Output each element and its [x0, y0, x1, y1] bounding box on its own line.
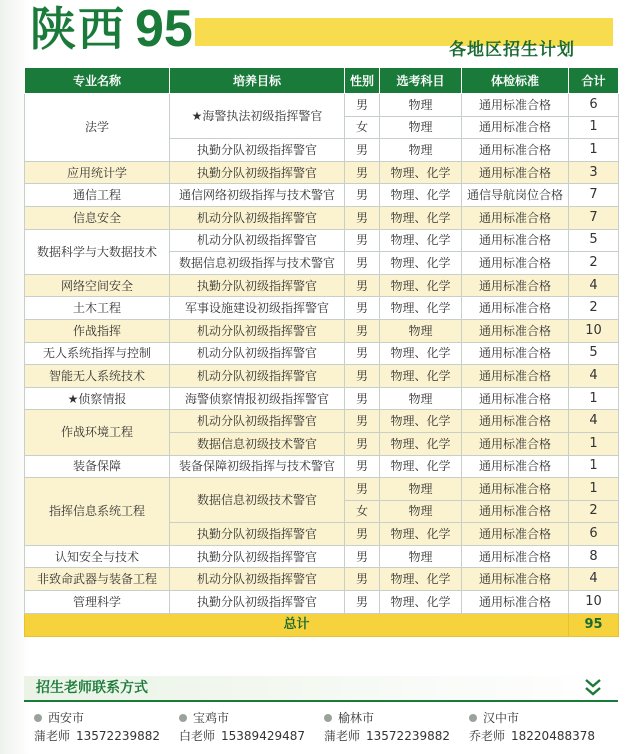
- cell-major: 智能无人系统技术: [25, 365, 170, 388]
- table-row: [25, 478, 619, 501]
- contact-person: [179, 727, 329, 745]
- cell-total: 2: [569, 252, 619, 275]
- table-row: [25, 184, 619, 207]
- cell-gender: 男: [345, 319, 380, 342]
- cell-health: 通用标准合格: [462, 478, 569, 501]
- cell-major: 通信工程: [25, 184, 170, 207]
- cell-major: 非致命武器与装备工程: [25, 568, 170, 591]
- cell-gender: 女: [345, 116, 380, 139]
- cell-major: 应用统计学: [25, 161, 170, 184]
- cell-health: 通用标准合格: [462, 274, 569, 297]
- cell-gender: 男: [345, 410, 380, 433]
- cell-total: 1: [569, 116, 619, 139]
- cell-total: 1: [569, 432, 619, 455]
- location-dot-icon: [34, 714, 42, 722]
- cell-subjects: 物理、化学: [380, 591, 462, 614]
- cell-subjects: 物理、化学: [380, 297, 462, 320]
- cell-goal: 装备保障初级指挥与技术警官: [170, 455, 345, 478]
- cell-subjects: 物理、化学: [380, 455, 462, 478]
- cell-health: 通用标准合格: [462, 342, 569, 365]
- cell-total: 2: [569, 500, 619, 523]
- cell-gender: 男: [345, 184, 380, 207]
- cell-gender: 男: [345, 545, 380, 568]
- cell-gender: 男: [345, 342, 380, 365]
- cell-subjects: 物理、化学: [380, 274, 462, 297]
- cell-major: 土木工程: [25, 297, 170, 320]
- cell-major: 作战环境工程: [25, 410, 170, 455]
- contact-person: [34, 727, 184, 745]
- contact-city: 汉中市: [483, 711, 520, 725]
- contact-teacher: 乔老师: [469, 729, 506, 743]
- cell-health: 通用标准合格: [462, 229, 569, 252]
- cell-gender: 女: [345, 500, 380, 523]
- cell-health: 通用标准合格: [462, 591, 569, 614]
- contact-item: [179, 710, 329, 745]
- cell-gender: 男: [345, 297, 380, 320]
- cell-health: 通用标准合格: [462, 252, 569, 275]
- cell-subjects: 物理、化学: [380, 252, 462, 275]
- cell-subjects: 物理: [380, 319, 462, 342]
- cell-subjects: 物理、化学: [380, 206, 462, 229]
- total-value: 95: [569, 613, 619, 636]
- cell-subjects: 物理、化学: [380, 342, 462, 365]
- cell-gender: 男: [345, 161, 380, 184]
- chevron-down-icon: [584, 676, 602, 698]
- cell-goal: 机动分队初级指挥警官: [170, 410, 345, 433]
- cell-health: 通用标准合格: [462, 161, 569, 184]
- cell-health: 通用标准合格: [462, 410, 569, 433]
- location-dot-icon: [469, 714, 477, 722]
- cell-health: 通用标准合格: [462, 297, 569, 320]
- cell-subjects: 物理、化学: [380, 161, 462, 184]
- cell-gender: 男: [345, 94, 380, 117]
- cell-major: 无人系统指挥与控制: [25, 342, 170, 365]
- cell-goal: 通信网络初级指挥与技术警官: [170, 184, 345, 207]
- cell-goal: 执勤分队初级指挥警官: [170, 545, 345, 568]
- cell-subjects: 物理: [380, 545, 462, 568]
- cell-subjects: 物理、化学: [380, 184, 462, 207]
- cell-gender: 男: [345, 387, 380, 410]
- cell-gender: 男: [345, 365, 380, 388]
- region-banner: [195, 18, 613, 60]
- contact-person: [324, 727, 474, 745]
- table-row: [25, 297, 619, 320]
- contact-section: [24, 676, 618, 754]
- cell-gender: 男: [345, 568, 380, 591]
- cell-total: 6: [569, 523, 619, 546]
- table-header-row: [25, 68, 619, 94]
- cell-subjects: 物理: [380, 116, 462, 139]
- cell-gender: 男: [345, 432, 380, 455]
- contact-teacher: 白老师: [179, 729, 216, 743]
- cell-health: 通用标准合格: [462, 545, 569, 568]
- page-header: [0, 0, 640, 62]
- cell-major: 作战指挥: [25, 319, 170, 342]
- cell-major: 管理科学: [25, 591, 170, 614]
- cell-goal: 军事设施建设初级指挥警官: [170, 297, 345, 320]
- cell-major: 指挥信息系统工程: [25, 478, 170, 546]
- cell-goal: 执勤分队初级指挥警官: [170, 161, 345, 184]
- cell-goal: 执勤分队初级指挥警官: [170, 523, 345, 546]
- cell-health: 通用标准合格: [462, 568, 569, 591]
- cell-goal: 机动分队初级指挥警官: [170, 365, 345, 388]
- cell-goal: 执勤分队初级指挥警官: [170, 591, 345, 614]
- cell-gender: 男: [345, 139, 380, 162]
- cell-major: 数据科学与大数据技术: [25, 229, 170, 274]
- table-row: [25, 94, 619, 117]
- enrollment-plan-table: [24, 67, 619, 637]
- cell-gender: 男: [345, 523, 380, 546]
- cell-total: 2: [569, 297, 619, 320]
- cell-health: 通用标准合格: [462, 94, 569, 117]
- table-row: [25, 274, 619, 297]
- cell-health: 通用标准合格: [462, 387, 569, 410]
- cell-gender: 男: [345, 455, 380, 478]
- location-dot-icon: [179, 714, 187, 722]
- cell-total: 7: [569, 206, 619, 229]
- cell-goal: 数据信息初级技术警官: [170, 478, 345, 523]
- cell-gender: 男: [345, 591, 380, 614]
- contact-city: 榆林市: [338, 711, 375, 725]
- cell-total: 4: [569, 365, 619, 388]
- contact-phone[interactable]: 13572239882: [76, 729, 160, 743]
- contact-person: [469, 727, 619, 745]
- cell-total: 1: [569, 455, 619, 478]
- cell-health: 通用标准合格: [462, 432, 569, 455]
- cell-total: 10: [569, 591, 619, 614]
- cell-health: 通信导航岗位合格: [462, 184, 569, 207]
- cell-total: 8: [569, 545, 619, 568]
- table-row: [25, 161, 619, 184]
- cell-total: 4: [569, 274, 619, 297]
- plan-count: 95: [135, 0, 193, 58]
- cell-gender: 男: [345, 478, 380, 501]
- cell-major: 认知安全与技术: [25, 545, 170, 568]
- total-label: 总计: [25, 613, 569, 636]
- cell-gender: 男: [345, 274, 380, 297]
- cell-gender: 男: [345, 229, 380, 252]
- cell-major: 信息安全: [25, 206, 170, 229]
- cell-goal: 机动分队初级指挥警官: [170, 206, 345, 229]
- contact-title: 招生老师联系方式: [36, 680, 148, 696]
- cell-gender: 男: [345, 206, 380, 229]
- cell-subjects: 物理、化学: [380, 410, 462, 433]
- contact-item: [469, 710, 619, 745]
- contact-item: [34, 710, 184, 745]
- cell-major: ★侦察情报: [25, 387, 170, 410]
- table-row: [25, 342, 619, 365]
- cell-goal: 数据信息初级指挥与技术警官: [170, 252, 345, 275]
- table-body: [25, 94, 619, 614]
- contact-phone[interactable]: 18220488378: [511, 729, 595, 743]
- province-name: 陕西: [30, 2, 126, 56]
- cell-total: 4: [569, 568, 619, 591]
- cell-goal: 机动分队初级指挥警官: [170, 319, 345, 342]
- cell-health: 通用标准合格: [462, 523, 569, 546]
- col-header-major: 专业名称: [25, 68, 170, 94]
- col-header-goal: 培养目标: [170, 68, 345, 94]
- col-header-subjects: 选考科目: [380, 68, 462, 94]
- cell-major: 网络空间安全: [25, 274, 170, 297]
- table-row: [25, 387, 619, 410]
- cell-health: 通用标准合格: [462, 139, 569, 162]
- cell-subjects: 物理、化学: [380, 229, 462, 252]
- cell-goal: ★海警执法初级指挥警官: [170, 94, 345, 139]
- cell-total: 1: [569, 478, 619, 501]
- cell-health: 通用标准合格: [462, 455, 569, 478]
- cell-goal: 执勤分队初级指挥警官: [170, 274, 345, 297]
- table-row: [25, 206, 619, 229]
- table-row: [25, 319, 619, 342]
- table-row: [25, 455, 619, 478]
- cell-total: 6: [569, 94, 619, 117]
- cell-gender: 男: [345, 252, 380, 275]
- cell-subjects: 物理、化学: [380, 432, 462, 455]
- cell-health: 通用标准合格: [462, 500, 569, 523]
- cell-total: 7: [569, 184, 619, 207]
- cell-goal: 数据信息初级技术警官: [170, 432, 345, 455]
- contact-city: 西安市: [48, 711, 85, 725]
- cell-health: 通用标准合格: [462, 365, 569, 388]
- cell-goal: 机动分队初级指挥警官: [170, 568, 345, 591]
- col-header-health: 体检标准: [462, 68, 569, 94]
- cell-goal: 执勤分队初级指挥警官: [170, 139, 345, 162]
- cell-major: 法学: [25, 94, 170, 162]
- cell-subjects: 物理、化学: [380, 568, 462, 591]
- cell-goal: 机动分队初级指挥警官: [170, 229, 345, 252]
- cell-total: 1: [569, 387, 619, 410]
- cell-subjects: 物理、化学: [380, 365, 462, 388]
- cell-subjects: 物理: [380, 139, 462, 162]
- contact-teacher: 蒲老师: [324, 729, 361, 743]
- cell-subjects: 物理: [380, 478, 462, 501]
- cell-total: 5: [569, 229, 619, 252]
- contact-item: [324, 710, 474, 745]
- table-row: [25, 365, 619, 388]
- table-row: [25, 229, 619, 252]
- total-row: [25, 613, 619, 636]
- cell-total: 10: [569, 319, 619, 342]
- col-header-total: 合计: [569, 68, 619, 94]
- cell-subjects: 物理、化学: [380, 523, 462, 546]
- cell-goal: 机动分队初级指挥警官: [170, 342, 345, 365]
- cell-goal: 海警侦察情报初级指挥警官: [170, 387, 345, 410]
- table-row: [25, 591, 619, 614]
- cell-subjects: 物理: [380, 387, 462, 410]
- location-dot-icon: [324, 714, 332, 722]
- table-row: [25, 410, 619, 433]
- table-row: [25, 568, 619, 591]
- cell-total: 5: [569, 342, 619, 365]
- cell-health: 通用标准合格: [462, 319, 569, 342]
- contact-phone[interactable]: 13572239882: [366, 729, 450, 743]
- cell-total: 4: [569, 410, 619, 433]
- contact-phone[interactable]: 15389429487: [221, 729, 305, 743]
- col-header-gender: 性别: [345, 68, 380, 94]
- contact-title-bar: [24, 676, 618, 702]
- region-label: 各地区招生计划: [449, 40, 575, 60]
- cell-subjects: 物理: [380, 500, 462, 523]
- cell-total: 1: [569, 139, 619, 162]
- cell-health: 通用标准合格: [462, 206, 569, 229]
- cell-health: 通用标准合格: [462, 116, 569, 139]
- cell-total: 3: [569, 161, 619, 184]
- contact-teacher: 蒲老师: [34, 729, 71, 743]
- cell-major: 装备保障: [25, 455, 170, 478]
- table-row: [25, 545, 619, 568]
- cell-subjects: 物理: [380, 94, 462, 117]
- contact-city: 宝鸡市: [193, 711, 230, 725]
